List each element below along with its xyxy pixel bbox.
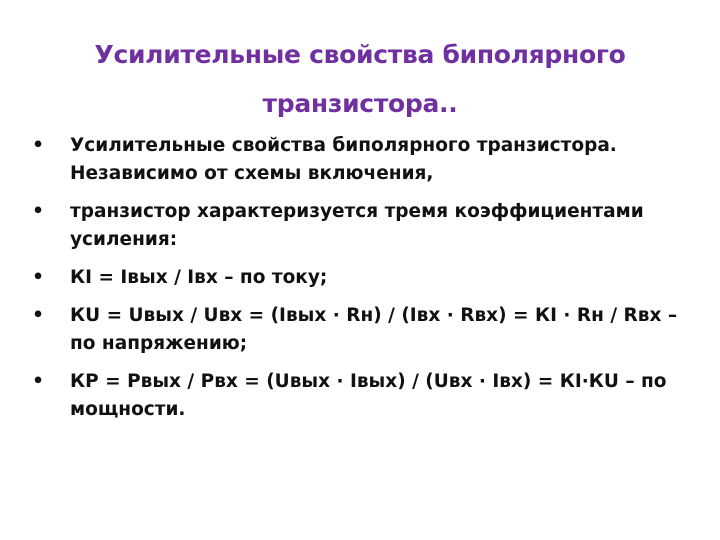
- bullet-dot-icon: [28, 198, 48, 226]
- bullet-dot-icon: [28, 132, 48, 160]
- bullet-item: [28, 302, 688, 358]
- slide-title-line2: транзистора..: [262, 89, 458, 118]
- bullet-item: [28, 264, 688, 292]
- bullet-dot-icon: [28, 264, 48, 292]
- bullet-item: [28, 198, 688, 254]
- bullet-item: [28, 368, 688, 424]
- bullet-text: КI = Iвых / Iвх – по току;: [70, 267, 328, 288]
- bullet-text: транзистор характеризуется тремя коэффициентами усиления:: [70, 201, 644, 250]
- bullet-dot-icon: [28, 368, 48, 396]
- bullet-text: Усилительные свойства биполярного транзистора. Независимо от схемы включения,: [70, 135, 617, 184]
- bullet-list: [28, 132, 688, 434]
- bullet-text: КP = Pвых / Pвх = (Uвых · Iвых) / (Uвх · Iвх) = КI·КU – по мощности.: [70, 371, 667, 420]
- slide-title: [40, 30, 680, 128]
- slide-title-line1: Усилительные свойства биполярного: [94, 40, 626, 69]
- bullet-dot-icon: [28, 302, 48, 330]
- bullet-item: [28, 132, 688, 188]
- bullet-text: КU = Uвых / Uвх = (Iвых · Rн) / (Iвх · Rвх) = КI · Rн / Rвх – по напряжению;: [70, 305, 678, 354]
